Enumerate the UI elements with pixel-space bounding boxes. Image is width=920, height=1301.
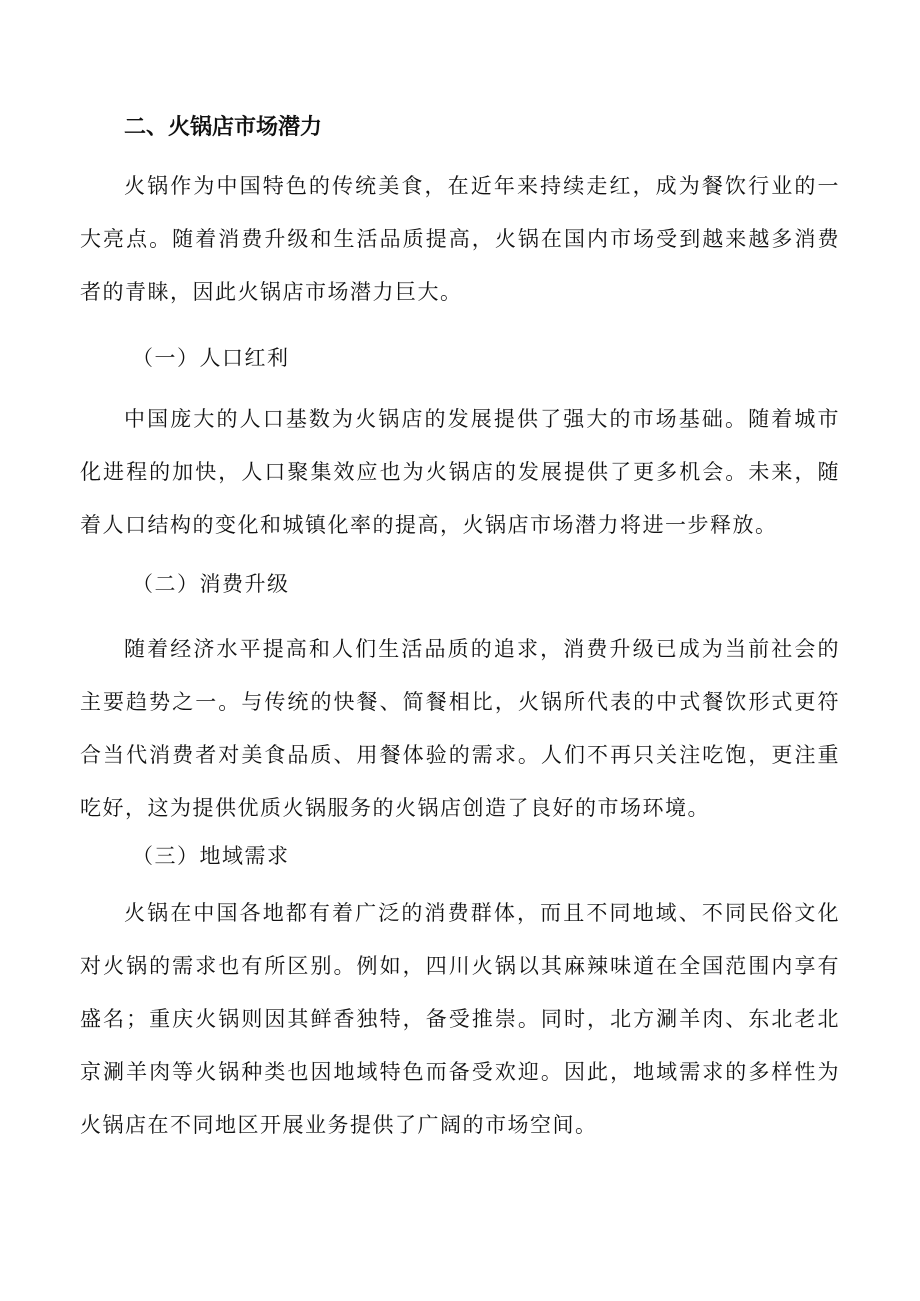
subsection-title-population: （一）人口红利 [132, 346, 290, 370]
section-heading: 二、火锅店市场潜力 [124, 115, 323, 140]
intro-paragraph: 火锅作为中国特色的传统美食，在近年来持续走红，成为餐饮行业的一大亮点。随着消费升级和生活品质提高，火锅在国内市场受到越来越多消费者的青睐，因此火锅店市场潜力巨大。 [80, 174, 840, 304]
subsection-title-regional: （三）地域需求 [132, 844, 290, 868]
subsection-title-consumption: （二）消费升级 [132, 572, 290, 596]
paragraph-regional: 火锅在中国各地都有着广泛的消费群体，而且不同地域、不同民俗文化对火锅的需求也有所区别。例如，四川火锅以其麻辣味道在全国范围内享有盛名；重庆火锅则因其鲜香独特，备受推崇。同时，北方涮羊肉、东北老北京涮羊肉等火锅种类也因地域特色而备受欢迎。因此，地域需求的多样性为火锅店在不同地区开展业务提供了广阔的市场空间。 [80, 901, 840, 1137]
paragraph-population: 中国庞大的人口基数为火锅店的发展提供了强大的市场基础。随着城市化进程的加快，人口聚集效应也为火锅店的发展提供了更多机会。未来，随着人口结构的变化和城镇化率的提高，火锅店市场潜力将进一步释放。 [80, 407, 840, 537]
paragraph-consumption: 随着经济水平提高和人们生活品质的追求，消费升级已成为当前社会的主要趋势之一。与传统的快餐、简餐相比，火锅所代表的中式餐饮形式更符合当代消费者对美食品质、用餐体验的需求。人们不再只关注吃饱，更注重吃好，这为提供优质火锅服务的火锅店创造了良好的市场环境。 [80, 637, 840, 820]
